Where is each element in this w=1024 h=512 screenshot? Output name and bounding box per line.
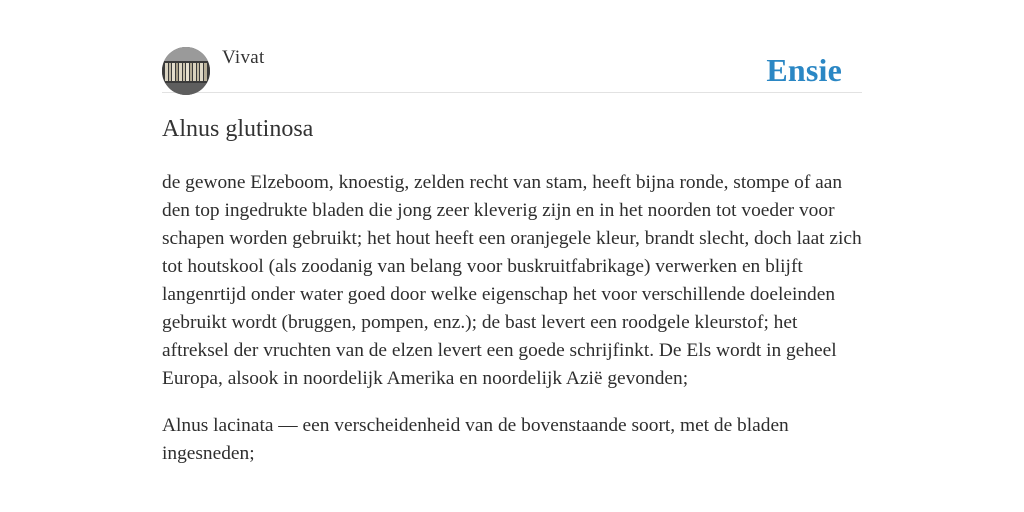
author-name[interactable]: Vivat [222,47,265,68]
entry-paragraph: Alnus lacinata — een verscheidenheid van de bovenstaande soort, met de bladen ingesneden; [162,415,789,464]
page [162,0,862,464]
entry-paragraph: de gewone Elzeboom, knoestig, zelden recht van stam, heeft bijna ronde, stompe of aan den top ingedrukte bladen die jong zeer kleverig zijn en in het noorden tot voeder voor schapen worden gebruikt; het hout heeft een oranjegele kleur, brandt slecht, doch laat zich tot houtskool (als zoodanig van belang voor buskruitfabrikage) verwerken en blijft langenrtijd onder water goed door welke eigenschap het voor verschillende doeleinden gebruikt wordt (bruggen, pompen, enz.); de bast levert een roodgele kleurstof; het aftreksel der vruchten van de elzen levert een goede schrijfinkt. De Els wordt in geheel Europa, alsook in noordelijk Amerika en noordelijk Azië gevonden; [162,172,862,389]
entry-title: Alnus glutinosa [162,116,314,142]
entry-content [162,169,862,487]
brand-logo[interactable]: Ensie [766,52,842,88]
author-avatar[interactable] [162,47,210,95]
header [162,0,862,93]
bookshelf-avatar-icon [162,47,210,95]
